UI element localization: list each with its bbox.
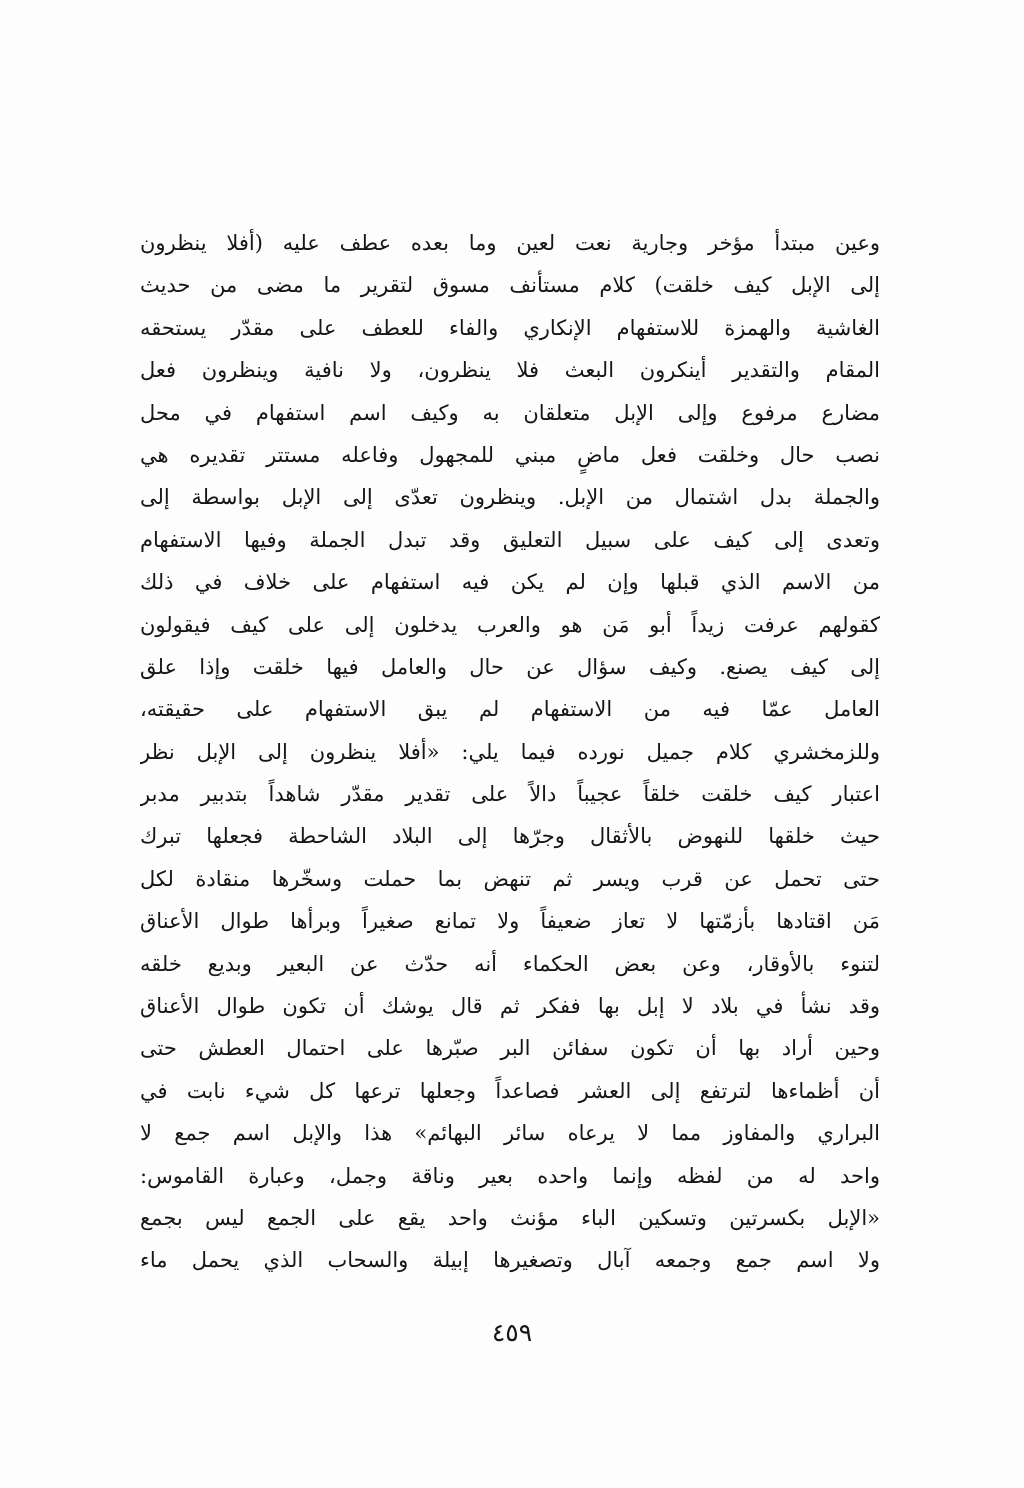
text-line: حيث خلقها للنهوض بالأثقال وجرّها إلى البلاد الشاحطة فجعلها تبرك: [140, 824, 880, 849]
text-line: واحد له من لفظه وإنما واحده بعير وناقة وجمل، وعبارة القاموس:: [140, 1163, 880, 1188]
page-number: ٤٥٩: [491, 1318, 533, 1347]
text-line: الغاشية والهمزة للاستفهام الإنكاري والفاء للعطف على مقدّر يستحقه: [140, 315, 880, 340]
text-line: من الاسم الذي قبلها وإن لم يكن فيه استفهام على خلاف في ذلك: [140, 570, 880, 595]
text-line: أن أظماءها لترتفع إلى العشر فصاعداً وجعلها ترعها كل شيء نابت في: [140, 1078, 880, 1103]
text-line: والجملة بدل اشتمال من الإبل. وينظرون تعدّى إلى الإبل بواسطة إلى: [140, 485, 880, 510]
text-line: البراري والمفاوز مما لا يرعاه سائر البهائم» هذا والإبل اسم جمع لا: [140, 1121, 880, 1146]
text-line: مضارع مرفوع وإلى الإبل متعلقان به وكيف اسم استفهام في محل: [140, 400, 880, 425]
text-line: إلى الإبل كيف خلقت) كلام مستأنف مسوق لتقرير ما مضى من حديث: [140, 273, 880, 298]
text-line: وحين أراد بها أن تكون سفائن البر صبّرها على احتمال العطش حتى: [140, 1036, 880, 1061]
text-line: حتى تحمل عن قرب ويسر ثم تنهض بما حملت وسخّرها منقادة لكل: [140, 866, 880, 891]
text-line: كقولهم عرفت زيداً أبو مَن هو والعرب يدخلون إلى على كيف فيقولون: [140, 612, 880, 637]
text-line: وقد نشأ في بلاد لا إبل بها ففكر ثم قال يوشك أن تكون طوال الأعناق: [140, 994, 880, 1019]
body-text: [140, 222, 880, 1282]
text-line: إلى كيف يصنع. وكيف سؤال عن حال والعامل فيها خلقت وإذا علق: [140, 654, 880, 679]
text-line: المقام والتقدير أينكرون البعث فلا ينظرون، ولا نافية وينظرون فعل: [140, 358, 880, 383]
text-line: اعتبار كيف خلقت خلقاً عجيباً دالاً على تقدير مقدّر شاهداً بتدبير مدبر: [140, 782, 880, 807]
text-line: «الإبل بكسرتين وتسكين الباء مؤنث واحد يقع على الجمع ليس بجمع: [140, 1205, 880, 1230]
text-line: ولا اسم جمع وجمعه آبال وتصغيرها إبيلة والسحاب الذي يحمل ماء: [140, 1248, 880, 1273]
text-line: لتنوء بالأوقار، وعن بعض الحكماء أنه حدّث عن البعير وبديع خلقه: [140, 951, 880, 976]
text-line: وتعدى إلى كيف على سبيل التعليق وقد تبدل الجملة وفيها الاستفهام: [140, 527, 880, 552]
text-line: نصب حال وخلقت فعل ماضٍ مبني للمجهول وفاعله مستتر تقديره هي: [140, 442, 880, 467]
text-line: وعين مبتدأ مؤخر وجارية نعت لعين وما بعده عطف عليه (أفلا ينظرون: [140, 231, 880, 255]
text-line: مَن اقتادها بأزمّتها لا تعاز ضعيفاً ولا تمانع صغيراً وبرأها طوال الأعناق: [140, 909, 880, 934]
text-line: العامل عمّا فيه من الاستفهام لم يبق الاستفهام على حقيقته،: [140, 697, 880, 722]
text-line: وللزمخشري كلام جميل نورده فيما يلي: «أفلا ينظرون إلى الإبل نظر: [140, 739, 880, 764]
